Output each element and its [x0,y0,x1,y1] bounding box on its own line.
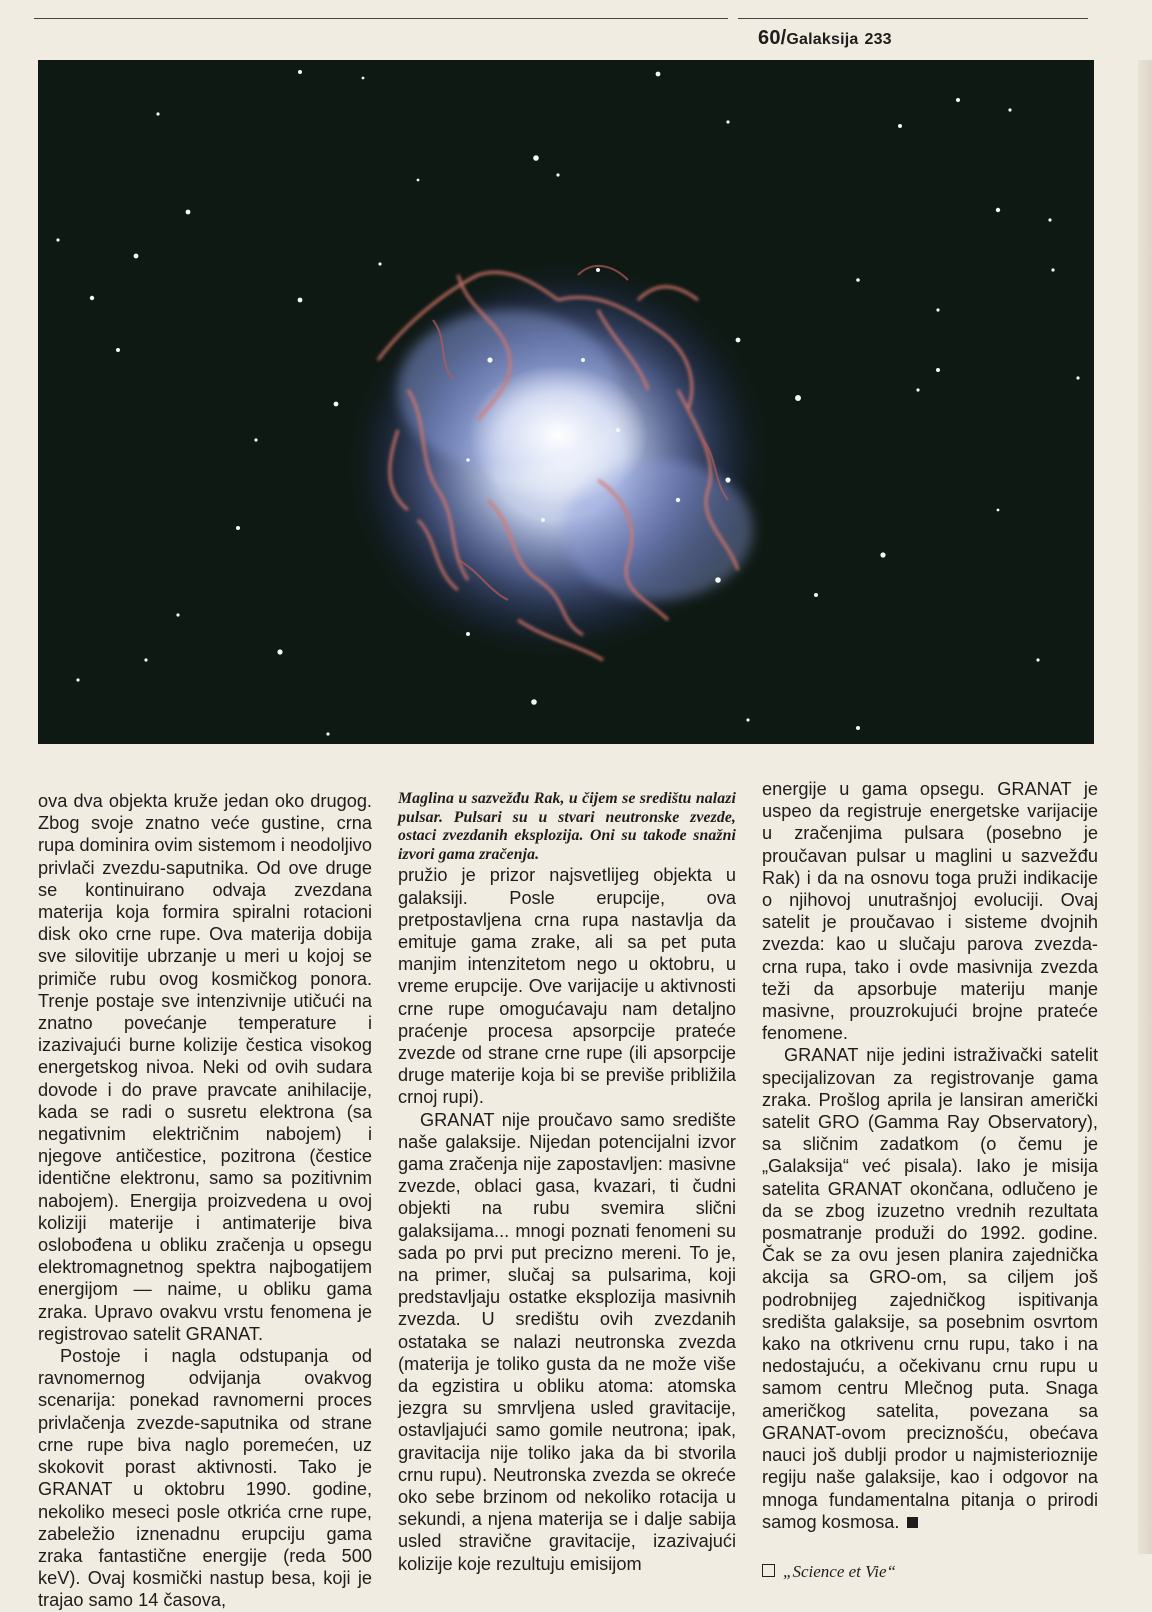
column3-paragraph-1: energije u gama opsegu. GRANAT je uspeo da registruje energetske varijacije u zračenjima pulsara (posebno je proučavan pulsar u maglini u sazvežđu Rak) i da na osnovu toga pruži indikacije o njihovoj unutrašnjoj evoluciji. Ovaj satelit je proučavao i sisteme dvojnih zvezda: kao u slučaju parova zvezda-crna rupa, tako i ovde masivnija zvezda teži da apsorbuje materiju manje masivne, prouzrokujući brojne prateće fenomene. [762,779,1098,1044]
source-credit [762,1561,1098,1583]
article-column-3 [762,778,1098,1583]
square-bullet-icon [762,1564,775,1577]
column1-paragraph-2: Postoje i nagla odstupanja od ravnomernog odvijanja ovakvog scenarija: ponekad ravnomerni proces privlačenja zvezde-saputnika od strane crne rupe biva naglo poremećen, uz skokovit porast aktivnosti. Tako je GRANAT u oktobru 1990. godine, nekoliko meseci posle otkrića crne rupe, zabeležio iznenadnu erupciju gama zraka fantastične energije (reda 500 keV). Ovaj kosmički nastup besa, koji je trajao samo 14 časova, [38,1346,372,1611]
column3-paragraph-2-text: GRANAT nije jedini istraživački satelit specijalizovan za registrovanje gama zraka. Prošlog aprila je lansiran američki satelit GRO (Gamma Ray Observatory), sa sličnim zadatkom (o čemu je „Galaksija“ već pisala). Iako je misija satelita GRANAT okončana, odlučeno je da se zbog izuzetno vrednih rezultata posmatranje produži do 1992. godine. Čak se za ovu jesen planira zajednička akcija sa GRO-om, sa ciljem još podrobnijeg zajedničkog ispitivanja središta galaksije, sa posebnim osvrtom kako na otkrivenu crnu rupu, tako i na nedostajuću, a očekivanu crnu rupu u samom centru Mlečnog puta. Snaga američkog satelita, povezana sa GRANAT-ovom preciznošću, obećava nauci još dublji prodor u najmisterioznije regiju naše galaksije, kao i odgovor na mnoga fundamentalna pitanja o prirodi samog kosmosa. [762,1045,1098,1532]
column2-paragraph-1: pružio je prizor najsvetlijeg objekta u galaksiji. Posle erupcije, ova pretpostavljena crna rupa nastavlja da emituje gama zrake, ali sa pet puta manjim intenzitetom nego u oktobru, u vreme erupcije. Ove varijacije u aktivnosti crne rupe omogućavaju nam detaljno praćenje procesa apsorpcije prateće zvezde od strane crne rupe (ili apsorpcije druge materije koja bi se previše približila crnoj rupi). [398,865,736,1108]
page-edge [1138,60,1152,1554]
column3-paragraph-2 [762,1044,1098,1532]
source-text: „Science et Vie“ [783,1561,896,1581]
header-rule-right [738,18,1088,19]
column2-paragraph-2: GRANAT nije proučavo samo središte naše galaksije. Nijedan potencijalni izvor gama zračenja nije zapostavljen: masivne zvezde, oblaci gasa, kvazari, ti čudni objekti na rubu svemira slični galaksijama... mnogi poznati fenomeni su sada po prvi put precizno mereni. To je, na primer, slučaj sa pulsarima, koji predstavljaju ostatke eksplozija masivnih zvezda. U središtu ovih zvezdanih ostataka se nalazi neutronska zvezda (materija je toliko gusta da ne može više da egzistira u obliku atoma: atomska jezgra su smrvljena usled gravitacije, ostavljajući samo gomile neutrona; ipak, gravitacija nije toliko jaka da bi stvorila crnu rupu). Neutronska zvezda se okreće oko sebe brzinom od nekoliko rotacija u sekundi, a njena materija se i dalje sabija usled stravične gravitacije, izazivajući kolizije koje rezultuju emisijom [398,1109,736,1574]
end-mark-icon [907,1517,918,1528]
magazine-name: Galaksija [786,31,859,48]
page-number: 233 [864,31,892,48]
crab-nebula-photo [38,60,1094,744]
issue-number: 60/ [758,27,787,49]
article-column-1 [38,790,372,1612]
photo-caption: Maglina u sazvežđu Rak, u čijem se središtu nalazi pulsar. Pulsari su u stvari neutronske zvezde, ostaci zvezdanih eksplozija. Oni su takođe snažni izvori gama zračenja. [398,790,736,863]
header-rule-left [34,18,728,19]
nebula-image [38,60,1094,744]
column1-paragraph-1: ova dva objekta kruže jedan oko drugog. Zbog svoje znatno veće gustine, crna rupa dominira ovim sistemom i neodoljivo privlači zvezdu-saputnika. Od ove druge se kontinuirano odvaja zvezdana materija koja formira spiralni rotacioni disk oko crne rupe. Ova materija dobija sve silovitije ubrzanje u meri u kojoj se primiče rubu ovog kosmičkog ponora. Trenje postaje sve intenzivnije utičući na znatno povećanje temperature i izazivajući burne kolizije čestica visokog energetskog nivoa. Neki od ovih sudara dovode i do prave pravcate anihilacije, kada se radi o susretu elektrona (sa negativnim električnim nabojem) i njegove antičestice, pozitrona (čestice identične elektronu, samo sa pozitivnim nabojem). Energija proizvedena u ovoj koliziji materije i antimaterije biva oslobođena u obliku zračenja u opsegu elektromagnetnog spektra najbogatijem energijom — naime, u obliku gama zraka. Upravo ovakvu vrstu fenomena je registrovao satelit GRANAT. [38,791,372,1344]
page-header [758,27,892,50]
article-column-2 [398,790,736,1575]
